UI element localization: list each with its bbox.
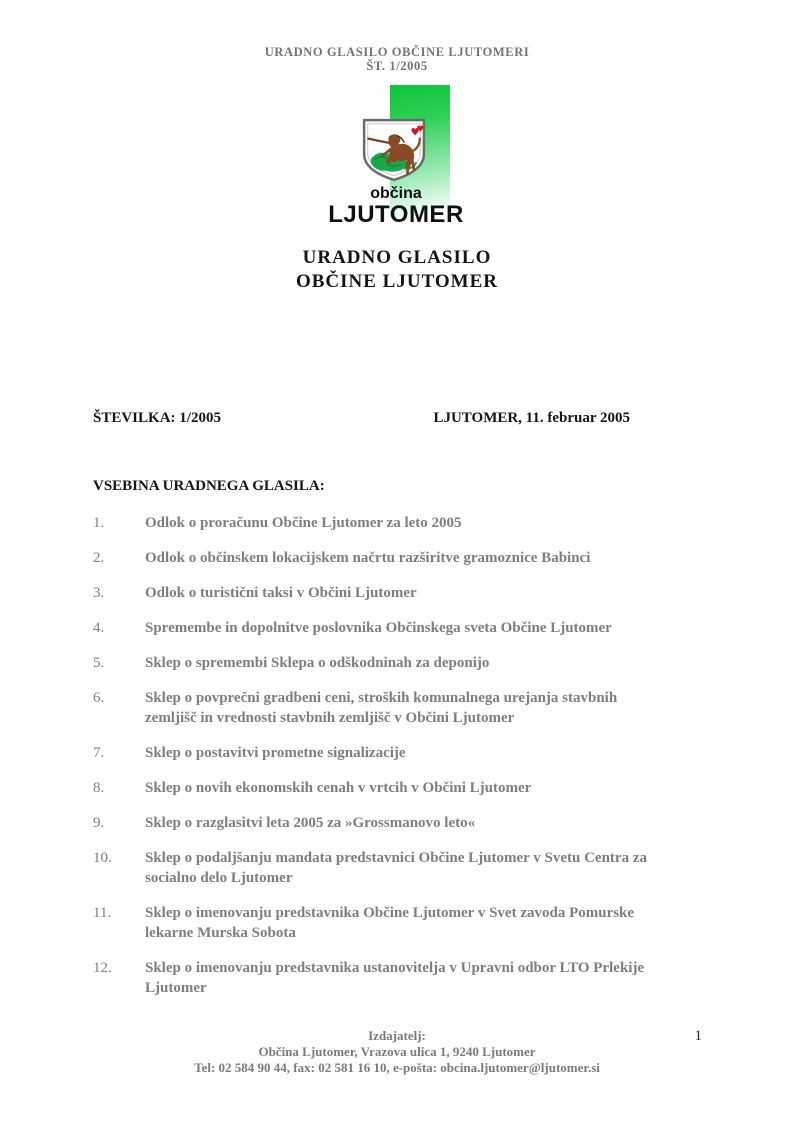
toc-item xyxy=(93,583,700,603)
toc-item xyxy=(93,813,700,833)
logo-municipality-label: občina xyxy=(370,185,422,202)
toc-item-text: Sklep o spremembi Sklepa o odškodninah za deponijo xyxy=(145,655,490,671)
publisher-address: Občina Ljutomer, Vrazova ulica 1, 9240 Ljutomer xyxy=(258,1044,536,1059)
toc-item xyxy=(93,548,700,568)
running-header-issue: ŠT. 1/2005 xyxy=(366,59,428,73)
toc-item-text: Spremembe in dopolnitve poslovnika Občinskega sveta Občine Ljutomer xyxy=(145,620,612,636)
page-title-line2: OBČINE LJUTOMER xyxy=(295,271,499,292)
svg-text:♥: ♥ xyxy=(410,126,420,139)
contents-heading: VSEBINA URADNEGA GLASILA: xyxy=(93,478,325,494)
publisher-footer xyxy=(0,1028,794,1076)
logo-wordmark xyxy=(318,185,474,227)
toc-item-number: 1. xyxy=(93,515,105,531)
toc-item xyxy=(93,513,700,533)
toc-item-text: Sklep o razglasitvi leta 2005 za »Grossmanovo leto« xyxy=(145,815,476,831)
toc-item-number: 5. xyxy=(93,655,105,671)
toc-item xyxy=(93,688,700,728)
publisher-label: Izdajatelj: xyxy=(368,1028,426,1043)
toc-item-number: 4. xyxy=(93,620,105,636)
logo-municipality-name: LJUTOMER xyxy=(328,201,464,228)
toc-item-number: 9. xyxy=(93,815,105,831)
issue-meta-row xyxy=(93,410,630,427)
toc-item-text: Sklep o postavitvi prometne signalizacije xyxy=(145,745,406,761)
toc-item-number: 7. xyxy=(93,745,105,761)
publisher-contact: Tel: 02 584 90 44, fax: 02 581 16 10, e-pošta: obcina.ljutomer@ljutomer.si xyxy=(194,1060,600,1075)
contents-list xyxy=(93,513,700,1013)
svg-text:♥: ♥ xyxy=(416,123,425,134)
toc-item-text: Odlok o proračunu Občine Ljutomer za leto 2005 xyxy=(145,515,462,531)
toc-item-number: 6. xyxy=(93,690,105,706)
toc-item-number: 8. xyxy=(93,780,105,796)
running-header-title: URADNO GLASILO OBČINE LJUTOMERI xyxy=(264,45,530,59)
toc-item xyxy=(93,618,700,638)
toc-item-text: Sklep o imenovanju predstavnika ustanovitelja v Upravni odbor LTO Prlekije Ljutomer xyxy=(145,960,645,996)
toc-item-text: Odlok o turistični taksi v Občini Ljutomer xyxy=(145,585,417,601)
running-header xyxy=(0,45,794,73)
toc-item-text: Odlok o občinskem lokacijskem načrtu razširitve gramoznice Babinci xyxy=(145,550,591,566)
page-title-line1: URADNO GLASILO xyxy=(302,247,492,268)
toc-item-text: Sklep o imenovanju predstavnika Občine Ljutomer v Svet zavoda Pomurske lekarne Murska Sobota xyxy=(145,905,635,941)
toc-item-number: 3. xyxy=(93,585,105,601)
toc-item xyxy=(93,958,700,998)
toc-item-number: 10. xyxy=(93,850,112,866)
toc-item xyxy=(93,903,700,943)
coat-of-arms-icon xyxy=(360,116,428,184)
toc-item-number: 11. xyxy=(93,905,112,921)
toc-item xyxy=(93,848,700,888)
toc-item-text: Sklep o novih ekonomskih cenah v vrtcih v Občini Ljutomer xyxy=(145,780,532,796)
issue-number: ŠTEVILKA: 1/2005 xyxy=(93,410,221,426)
page-title xyxy=(0,246,794,294)
place-and-date: LJUTOMER, 11. februar 2005 xyxy=(433,410,630,426)
toc-item-number: 12. xyxy=(93,960,112,976)
toc-item xyxy=(93,778,700,798)
page-number: 1 xyxy=(694,1028,702,1044)
toc-item-text: Sklep o podaljšanju mandata predstavnici Občine Ljutomer v Svetu Centra za socialno delo Ljutomer xyxy=(145,850,647,886)
toc-item-text: Sklep o povprečni gradbeni ceni, stroških komunalnega urejanja stavbnih zemljišč in vrednosti stavbnih zemljišč v Občini Ljutomer xyxy=(145,690,618,726)
toc-item-number: 2. xyxy=(93,550,105,566)
toc-item xyxy=(93,743,700,763)
toc-item xyxy=(93,653,700,673)
